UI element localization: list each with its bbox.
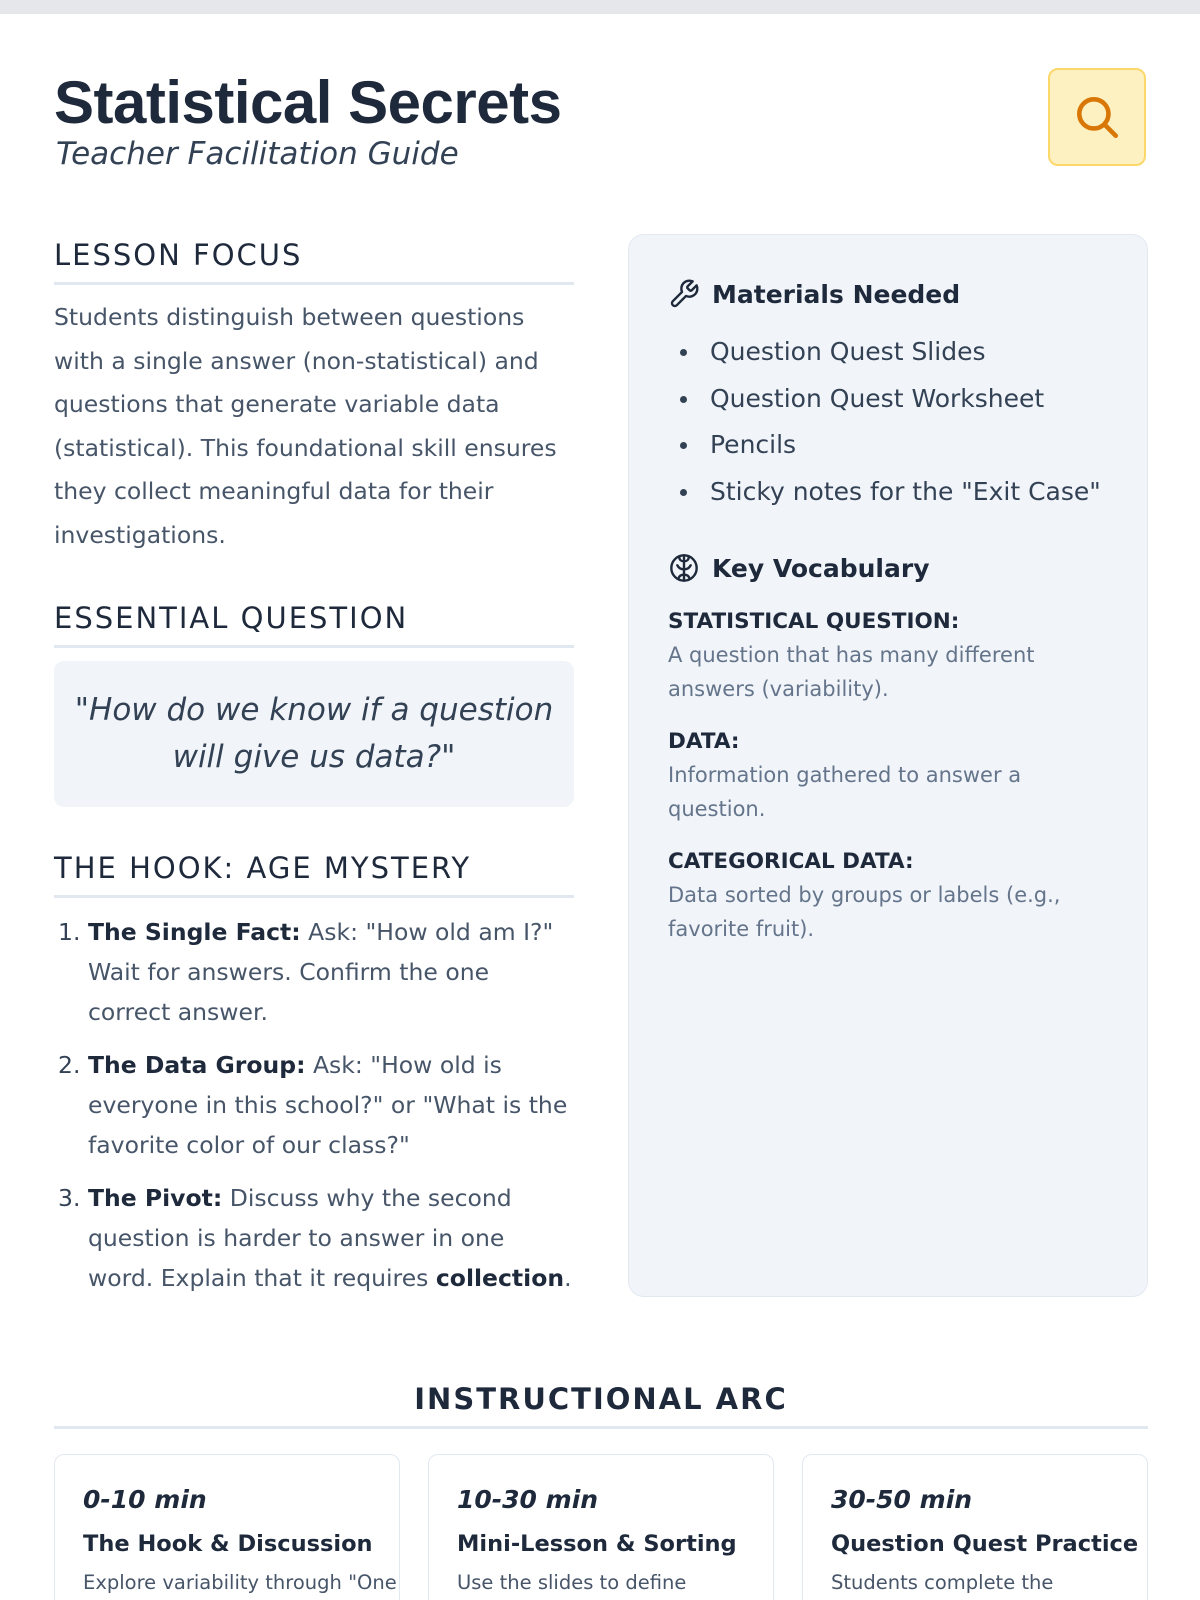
arc-card — [802, 1454, 1148, 1600]
arc-card-description: Explore variability through "One — [83, 1571, 397, 1594]
hook-step — [54, 1045, 574, 1165]
arc-card-description: Use the slides to define — [457, 1571, 687, 1594]
hook-step — [54, 912, 574, 1032]
vocab-entry — [668, 849, 1108, 946]
wrench-icon — [668, 278, 700, 310]
lesson-focus-text: Students distinguish between questions with a single answer (non-statistical) and questions that generate variable data (statistical). This foundational skill ensures they collect meaningful data for their investigations. — [54, 303, 557, 549]
arc-card-title: Question Quest Practice — [831, 1531, 1139, 1557]
brain-icon — [668, 552, 700, 584]
step-emphasis: collection — [435, 1264, 565, 1292]
essential-question-heading: ESSENTIAL QUESTION — [54, 601, 574, 648]
step-text: Ask: "How old is everyone in this school?" or "What is the favorite color of our class?" — [88, 1051, 568, 1159]
step-number: 2. — [58, 1051, 81, 1079]
vocabulary-heading — [668, 552, 930, 584]
arc-card-title: The Hook & Discussion — [83, 1531, 373, 1557]
step-number: 3. — [58, 1184, 81, 1212]
step-title: The Data Group: — [88, 1051, 306, 1079]
step-title: The Pivot: — [88, 1184, 223, 1212]
materials-item: Question Quest Slides — [680, 329, 1101, 376]
materials-item: Sticky notes for the "Exit Case" — [680, 469, 1101, 516]
essential-question-quote: "How do we know if a question will give us data?" — [54, 661, 574, 807]
arc-card-time: 30-50 min — [831, 1485, 973, 1514]
vocab-definition: Data sorted by groups or labels (e.g., favorite fruit). — [668, 883, 1061, 941]
top-bar — [0, 0, 1200, 14]
vocabulary-heading-label: Key Vocabulary — [712, 553, 930, 583]
hook-steps-list — [54, 912, 574, 1311]
step-title: The Single Fact: — [88, 918, 301, 946]
vocab-definition: A question that has many different answers (variability). — [668, 643, 1035, 701]
arc-card-title: Mini-Lesson & Sorting — [457, 1531, 737, 1557]
vocab-entry — [668, 729, 1108, 826]
materials-heading-label: Materials Needed — [712, 279, 961, 309]
step-text-end: . — [564, 1264, 572, 1292]
materials-item: Pencils — [680, 422, 1101, 469]
page-title: Statistical Secrets — [54, 69, 562, 136]
materials-heading — [668, 278, 960, 310]
hook-heading: THE HOOK: AGE MYSTERY — [54, 851, 574, 898]
lesson-focus-heading: LESSON FOCUS — [54, 238, 574, 285]
step-text: Ask: "How old am I?" Wait for answers. Confirm the one correct answer. — [88, 918, 554, 1026]
arc-card — [428, 1454, 774, 1600]
search-button[interactable] — [1048, 68, 1146, 166]
search-icon — [1072, 92, 1122, 142]
arc-card — [54, 1454, 400, 1600]
vocab-definition: Information gathered to answer a question. — [668, 763, 1022, 821]
vocab-term: CATEGORICAL DATA: — [668, 849, 914, 874]
arc-card-time: 0-10 min — [83, 1485, 207, 1514]
arc-card-time: 10-30 min — [457, 1485, 599, 1514]
vocab-entry — [668, 609, 1108, 706]
materials-list — [680, 329, 1101, 515]
vocab-term: STATISTICAL QUESTION: — [668, 609, 960, 634]
materials-item: Question Quest Worksheet — [680, 376, 1101, 423]
vocab-term: DATA: — [668, 729, 740, 754]
step-text: Discuss why the second question is harder to answer in one word. Explain that it requires — [88, 1184, 512, 1292]
arc-card-description: Students complete the — [831, 1571, 1054, 1594]
step-number: 1. — [58, 918, 81, 946]
instructional-arc-heading: INSTRUCTIONAL ARC — [54, 1382, 1148, 1429]
page-subtitle: Teacher Facilitation Guide — [56, 136, 459, 172]
hook-step — [54, 1178, 574, 1298]
